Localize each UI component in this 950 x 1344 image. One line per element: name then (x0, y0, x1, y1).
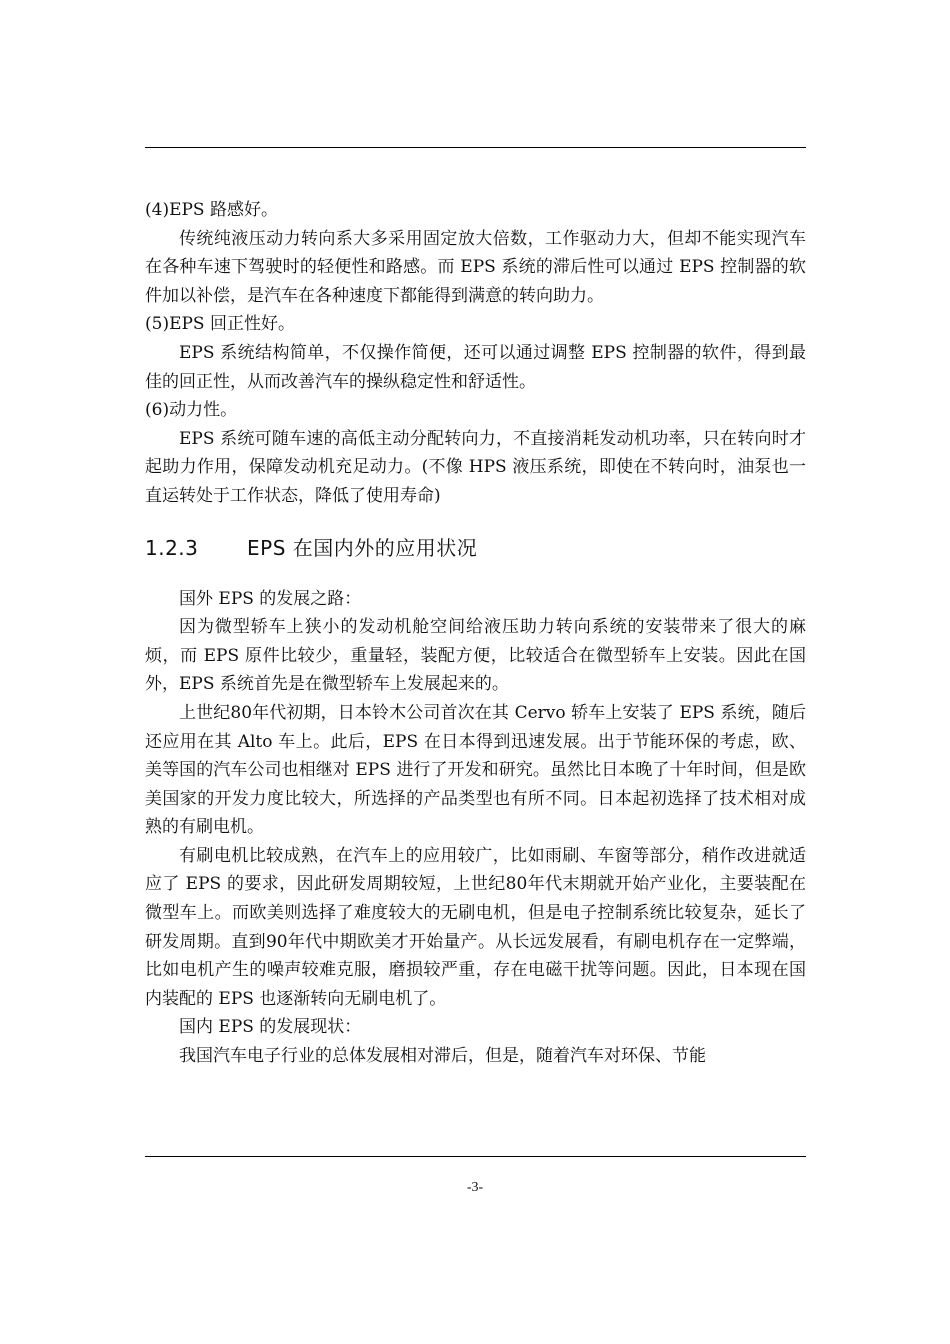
paragraph: 国内 EPS 的发展现状： (179, 1017, 362, 1038)
paragraph: EPS 系统结构简单，不仅操作简便，还可以通过调整 EPS 控制器的软件，得到最佳的回正性，从而改善汽车的操纵稳定性和舒适性。 (145, 342, 806, 392)
body-text-block-2 (145, 585, 806, 1071)
paragraph: 传统纯液压动力转向系大多采用固定放大倍数，工作驱动力大，但却不能实现汽车在各种车速下驾驶时的轻便性和路感。而 EPS 系统的滞后性可以通过 EPS 控制器的软件加以补偿，是汽车在各种速度下都能得到满意的转向助力。 (145, 228, 806, 306)
page-number: -3- (466, 1180, 484, 1195)
paragraph: 我国汽车电子行业的总体发展相对滞后，但是，随着汽车对环保、节能 (179, 1046, 706, 1067)
footer-rule (145, 1156, 806, 1157)
paragraph: 上世纪80年代初期，日本铃木公司首次在其 Cervo 轿车上安装了 EPS 系统，随后还应用在其 Alto 车上。此后，EPS 在日本得到迅速发展。出于节能环保的考虑，欧、美等国的汽车公司也相继对 EPS 进行了开发和研究。虽然比日本晚了十年时间，但是欧美国家的开发力度比较大，所选择的产品类型也有所不同。日本起初选择了技术相对成熟的有刷电机。 (145, 702, 806, 838)
section-number: 1.2.3 (145, 535, 199, 560)
section-heading (145, 525, 806, 571)
list-item-heading: (6)动力性。 (145, 400, 238, 421)
section-title: EPS 在国内外的应用状况 (247, 535, 478, 560)
paragraph: 因为微型轿车上狭小的发动机舱空间给液压助力转向系统的安装带来了很大的麻烦，而 EPS 原件比较少，重量轻，装配方便，比较适合在微型轿车上安装。因此在国外，EPS 系统首先是在微型轿车上发展起来的。 (145, 617, 806, 695)
paragraph: EPS 系统可随车速的高低主动分配转向力，不直接消耗发动机功率，只在转向时才起助力作用，保障发动机充足动力。(不像 HPS 液压系统，即使在不转向时，油泵也一直运转处于工作状态，降低了使用寿命) (145, 428, 806, 506)
header-rule (145, 147, 806, 148)
paragraph: 有刷电机比较成熟，在汽车上的应用较广，比如雨刷、车窗等部分，稍作改进就适应了 EPS 的要求，因此研发周期较短，上世纪80年代末期就开始产业化，主要装配在微型车上。而欧美则选择了难度较大的无刷电机，但是电子控制系统比较复杂，延长了研发周期。直到90年代中期欧美才开始量产。从长远发展看，有刷电机存在一定弊端，比如电机产生的噪声较难克服，磨损较严重，存在电磁干扰等问题。因此，日本现在国内装配的 EPS 也逐渐转向无刷电机了。 (145, 845, 806, 1009)
list-item-heading: (4)EPS 路感好。 (145, 200, 278, 220)
paragraph: 国外 EPS 的发展之路： (179, 588, 362, 609)
body-text-block-1 (145, 196, 806, 511)
page-body (145, 196, 806, 1071)
list-item-heading: (5)EPS 回正性好。 (145, 314, 295, 335)
